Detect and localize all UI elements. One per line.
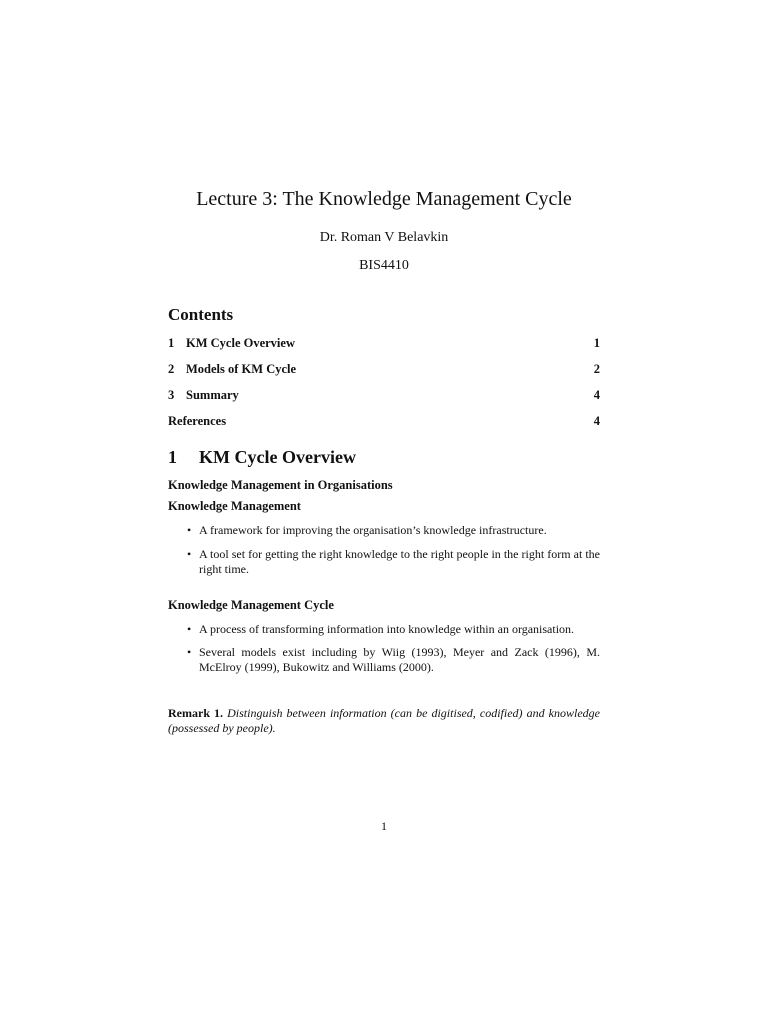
toc-entry[interactable] — [168, 414, 600, 429]
section-title: KM Cycle Overview — [199, 447, 356, 467]
subheading-km-organisations: Knowledge Management in Organisations — [168, 478, 393, 492]
toc-entry-number: 1 — [168, 336, 175, 350]
list-item-text: A tool set for getting the right knowledge to the right people in the right form at the right time. — [199, 547, 600, 576]
toc-entry-label: Summary — [186, 388, 239, 402]
bullet-icon: • — [187, 547, 192, 561]
toc-entry-page: 2 — [593, 362, 600, 376]
remark — [168, 706, 600, 736]
bullet-icon: • — [187, 523, 192, 537]
list-item — [186, 622, 600, 637]
remark-label: Remark 1. — [168, 706, 224, 720]
list-item — [186, 547, 600, 577]
toc-entry-page: 4 — [593, 388, 600, 402]
subheading-km-cycle: Knowledge Management Cycle — [168, 598, 334, 612]
list-item-text: A process of transforming information into knowledge within an organisation. — [199, 622, 575, 636]
list-item — [186, 645, 600, 675]
toc-entry-label: Models of KM Cycle — [186, 362, 297, 376]
remark-text: Distinguish between information (can be digitised, codified) and knowledge (possessed by people). — [168, 706, 600, 735]
bullet-list — [186, 523, 600, 577]
list-item-text: Several models exist including by Wiig (1993), Meyer and Zack (1996), M. McElroy (1999), Bukowitz and Williams (2000). — [199, 645, 600, 674]
list-item — [186, 523, 600, 538]
list-item-text: A framework for improving the organisation’s knowledge infrastructure. — [199, 523, 547, 537]
toc-entry[interactable] — [168, 362, 600, 377]
section-number: 1 — [168, 447, 177, 467]
document-title: Lecture 3: The Knowledge Management Cycle — [196, 188, 572, 210]
bullet-icon: • — [187, 622, 192, 636]
toc-entry-number: 3 — [168, 388, 175, 402]
toc-entry-label: References — [168, 414, 227, 428]
toc-entry-page: 4 — [593, 414, 600, 428]
toc-entry[interactable] — [168, 388, 600, 403]
page-number: 1 — [381, 819, 387, 833]
bullet-list — [186, 622, 600, 675]
toc-entry-label: KM Cycle Overview — [186, 336, 295, 350]
subheading-km: Knowledge Management — [168, 499, 301, 513]
section-heading — [168, 447, 356, 468]
toc-entry[interactable] — [168, 336, 600, 351]
bullet-icon: • — [187, 645, 192, 659]
contents-heading: Contents — [168, 305, 234, 324]
toc-entry-number: 2 — [168, 362, 175, 376]
toc-entry-page: 1 — [593, 336, 600, 350]
course-code: BIS4410 — [359, 258, 409, 273]
document-author: Dr. Roman V Belavkin — [319, 230, 449, 245]
